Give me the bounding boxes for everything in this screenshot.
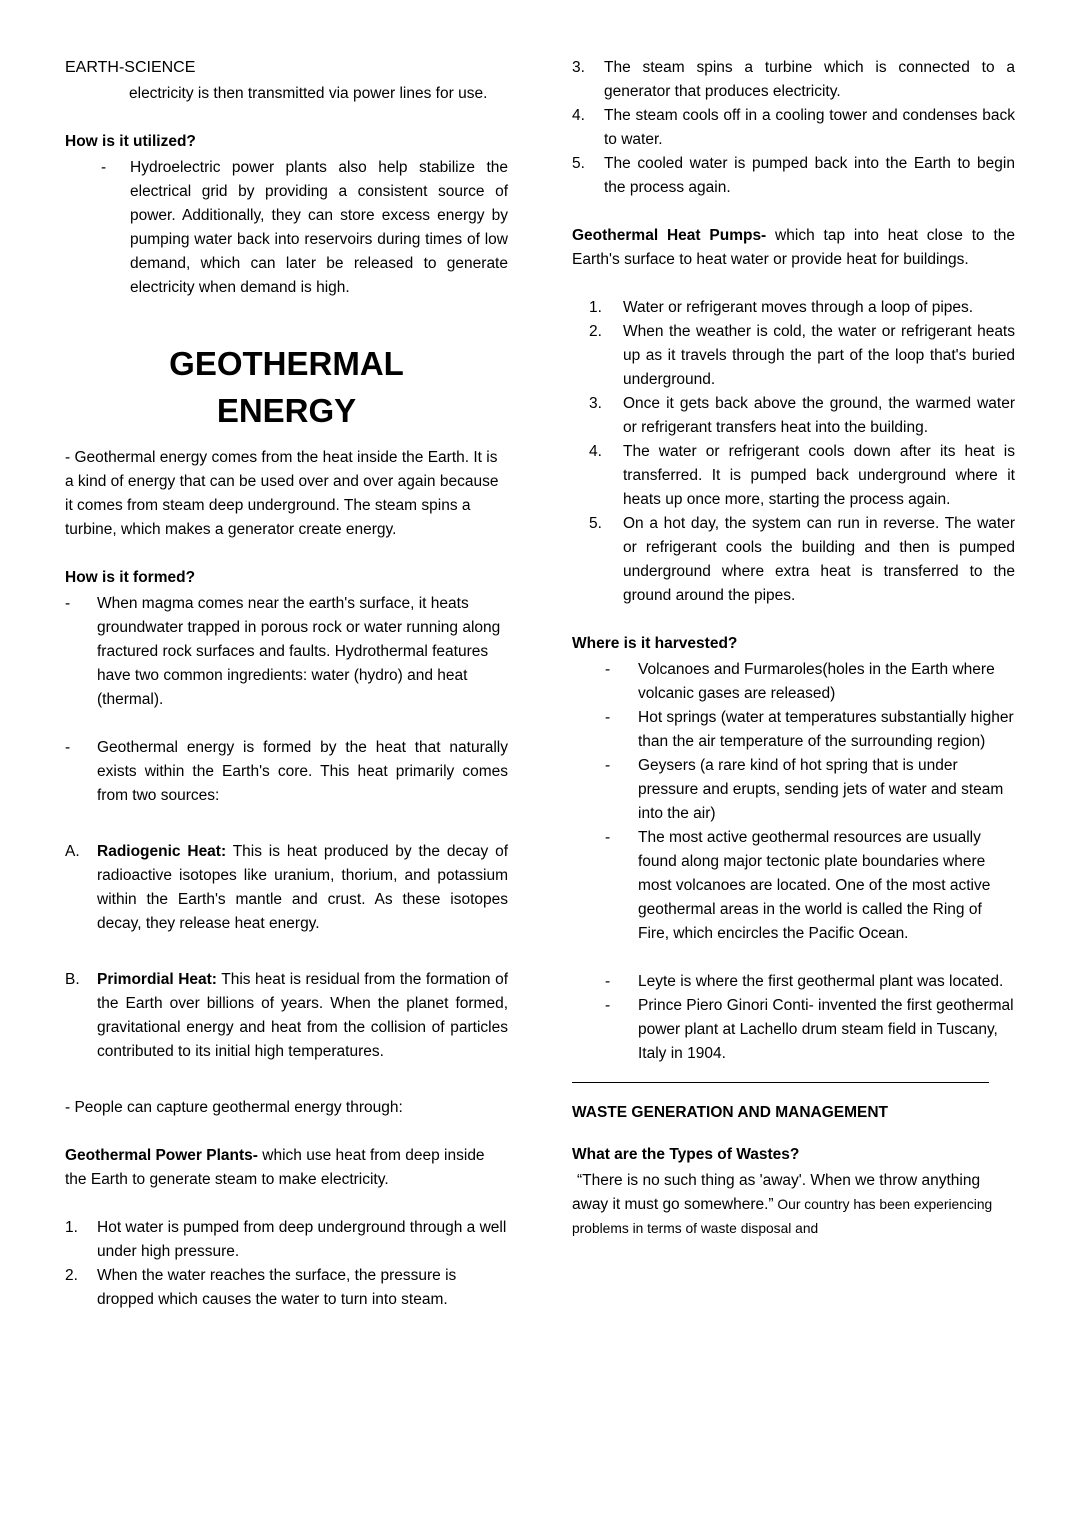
right-column bbox=[572, 56, 1015, 1312]
harvested-list-item bbox=[605, 970, 1015, 994]
heat-pumps-paragraph bbox=[572, 224, 1015, 272]
item-marker: 5. bbox=[589, 515, 602, 532]
item-text: Geysers (a rare kind of hot spring that is under pressure and erupts, sending jets of water and steam into the air) bbox=[638, 757, 1004, 822]
waste-quote: “There is no such thing as 'away'. When we throw anything away it must go somewhere.” bbox=[572, 1172, 981, 1213]
item-marker: 3. bbox=[589, 395, 602, 412]
geothermal-intro-paragraph: - Geothermal energy comes from the heat inside the Earth. It is a kind of energy that can be used over and over again because it comes from steam deep underground. The steam spins a turbine, which makes a generator create energy. bbox=[65, 449, 499, 538]
item-marker: 4. bbox=[589, 443, 602, 460]
item-marker: - bbox=[65, 739, 71, 756]
item-text: Prince Piero Ginori Conti- invented the first geothermal power plant at Lachello drum steam field in Tuscany, Italy in 1904. bbox=[638, 997, 1014, 1062]
harvested-list-item bbox=[605, 754, 1015, 826]
item-text: Leyte is where the first geothermal plant was located. bbox=[638, 973, 1004, 990]
item-text: Water or refrigerant moves through a loop of pipes. bbox=[623, 299, 974, 316]
item-marker: B. bbox=[65, 971, 80, 988]
formed-heading: How is it formed? bbox=[65, 569, 196, 586]
item-text: The water or refrigerant cools down after its heat is transferred. It is pumped back underground where it heats up once more, starting the process again. bbox=[623, 443, 1015, 508]
section-title bbox=[65, 340, 508, 434]
primordial-heat-body: This heat is residual from the formation of the Earth over billions of years. When the planet formed, gravitational energy and heat from the collision of particles contributed to its initial high temperatures. bbox=[97, 971, 508, 1060]
waste-quote-paragraph bbox=[572, 1169, 1015, 1241]
section-divider bbox=[572, 1082, 989, 1083]
item-marker: - bbox=[65, 595, 71, 612]
item-marker: 4. bbox=[572, 107, 585, 124]
item-marker: - bbox=[605, 829, 611, 846]
waste-heading: WASTE GENERATION AND MANAGEMENT bbox=[572, 1104, 889, 1121]
item-text: The steam spins a turbine which is connected to a generator that produces electricity. bbox=[604, 59, 1015, 100]
heat-pump-step bbox=[589, 296, 1015, 320]
power-plant-step bbox=[572, 56, 1015, 104]
heat-pump-step bbox=[589, 392, 1015, 440]
power-plants-lead: Geothermal Power Plants- bbox=[65, 1147, 258, 1164]
radiogenic-heat-item bbox=[65, 840, 508, 936]
power-plant-step bbox=[572, 152, 1015, 200]
item-text: When the weather is cold, the water or refrigerant heats up as it travels through the part of the loop that's buried underground. bbox=[623, 323, 1015, 388]
harvested-list-item bbox=[605, 826, 1015, 946]
waste-quote-continuation: Our country has been experiencing problems in terms of waste disposal and bbox=[572, 1197, 993, 1236]
power-plants-body: which use heat from deep inside the Earth to generate steam to make electricity. bbox=[65, 1147, 485, 1188]
heat-pump-step bbox=[589, 440, 1015, 512]
item-text: Volcanoes and Furmaroles(holes in the Earth where volcanic gases are released) bbox=[638, 661, 995, 702]
formed-list-item bbox=[65, 592, 508, 712]
item-marker: - bbox=[605, 709, 611, 726]
item-marker: 1. bbox=[589, 299, 602, 316]
primordial-heat-lead: Primordial Heat: bbox=[97, 971, 217, 988]
continuation-paragraph: electricity is then transmitted via power lines for use. bbox=[129, 85, 488, 102]
item-text: On a hot day, the system can run in reverse. The water or refrigerant cools the building and then is pumped underground where extra heat is transferred to the ground around the pipes. bbox=[623, 515, 1015, 604]
item-marker: A. bbox=[65, 843, 80, 860]
primordial-heat-item bbox=[65, 968, 508, 1064]
heat-pumps-body: which tap into heat close to the Earth's surface to heat water or provide heat for buildings. bbox=[572, 227, 1016, 268]
item-text: The steam cools off in a cooling tower and condenses back to water. bbox=[604, 107, 1015, 148]
item-text: When the water reaches the surface, the pressure is dropped which causes the water to turn into steam. bbox=[97, 1267, 457, 1308]
item-text: Once it gets back above the ground, the warmed water or refrigerant transfers heat into the building. bbox=[623, 395, 1015, 436]
left-column bbox=[65, 56, 508, 1312]
item-marker: 1. bbox=[65, 1219, 78, 1236]
heat-pumps-lead: Geothermal Heat Pumps- bbox=[572, 227, 767, 244]
item-text: Geothermal energy is formed by the heat that naturally exists within the Earth's core. This heat primarily comes from two sources: bbox=[97, 739, 508, 804]
power-plants-paragraph bbox=[65, 1144, 508, 1192]
power-plant-step bbox=[572, 104, 1015, 152]
item-marker: 3. bbox=[572, 59, 585, 76]
harvested-list-item bbox=[605, 706, 1015, 754]
page-header: EARTH-SCIENCE bbox=[65, 59, 196, 76]
item-marker: 5. bbox=[572, 155, 585, 172]
power-plant-step bbox=[65, 1264, 508, 1312]
item-text bbox=[97, 840, 508, 936]
power-plant-step bbox=[65, 1216, 508, 1264]
radiogenic-heat-body: This is heat produced by the decay of radioactive isotopes like uranium, thorium, and potassium within the Earth's mantle and crust. As these isotopes decay, they release heat energy. bbox=[97, 843, 509, 932]
item-marker: 2. bbox=[65, 1267, 78, 1284]
item-marker: - bbox=[101, 159, 107, 176]
item-marker: - bbox=[605, 661, 611, 678]
heat-pump-step bbox=[589, 320, 1015, 392]
item-text: The most active geothermal resources are usually found along major tectonic plate boundaries where most volcanoes are located. One of the most active geothermal areas in the world is called the Ring of Fire, which encircles the Pacific Ocean. bbox=[638, 829, 991, 942]
item-marker: 2. bbox=[589, 323, 602, 340]
item-marker: - bbox=[605, 997, 611, 1014]
capture-paragraph: - People can capture geothermal energy through: bbox=[65, 1099, 403, 1116]
section-title-line2: ENERGY bbox=[216, 392, 357, 429]
item-marker: - bbox=[605, 757, 611, 774]
harvested-heading: Where is it harvested? bbox=[572, 635, 738, 652]
item-text bbox=[97, 968, 508, 1064]
section-title-line1: GEOTHERMAL bbox=[169, 345, 404, 382]
waste-types-heading: What are the Types of Wastes? bbox=[572, 1146, 800, 1163]
radiogenic-heat-lead: Radiogenic Heat: bbox=[97, 843, 227, 860]
item-text: Hydroelectric power plants also help stabilize the electrical grid by providing a consistent source of power. Additionally, they can store excess energy by pumping water back into reservoirs during times of low demand, which can later be released to generate electricity when demand is high. bbox=[130, 159, 508, 296]
item-text: When magma comes near the earth's surface, it heats groundwater trapped in porous rock or water running along fractured rock surfaces and faults. Hydrothermal features have two common ingredients: water (hydro) and heat (thermal). bbox=[97, 595, 501, 708]
item-text: Hot springs (water at temperatures substantially higher than the air temperature of the surrounding region) bbox=[638, 709, 1014, 750]
harvested-list-item bbox=[605, 658, 1015, 706]
utilized-heading: How is it utilized? bbox=[65, 133, 196, 150]
utilized-list-item bbox=[101, 156, 508, 300]
item-text: Hot water is pumped from deep underground through a well under high pressure. bbox=[97, 1219, 507, 1260]
two-column-layout bbox=[65, 56, 1016, 1312]
formed-list-item bbox=[65, 736, 508, 808]
item-marker: - bbox=[605, 973, 611, 990]
heat-pump-step bbox=[589, 512, 1015, 608]
harvested-list-item bbox=[605, 994, 1015, 1066]
item-text: The cooled water is pumped back into the Earth to begin the process again. bbox=[604, 155, 1015, 196]
